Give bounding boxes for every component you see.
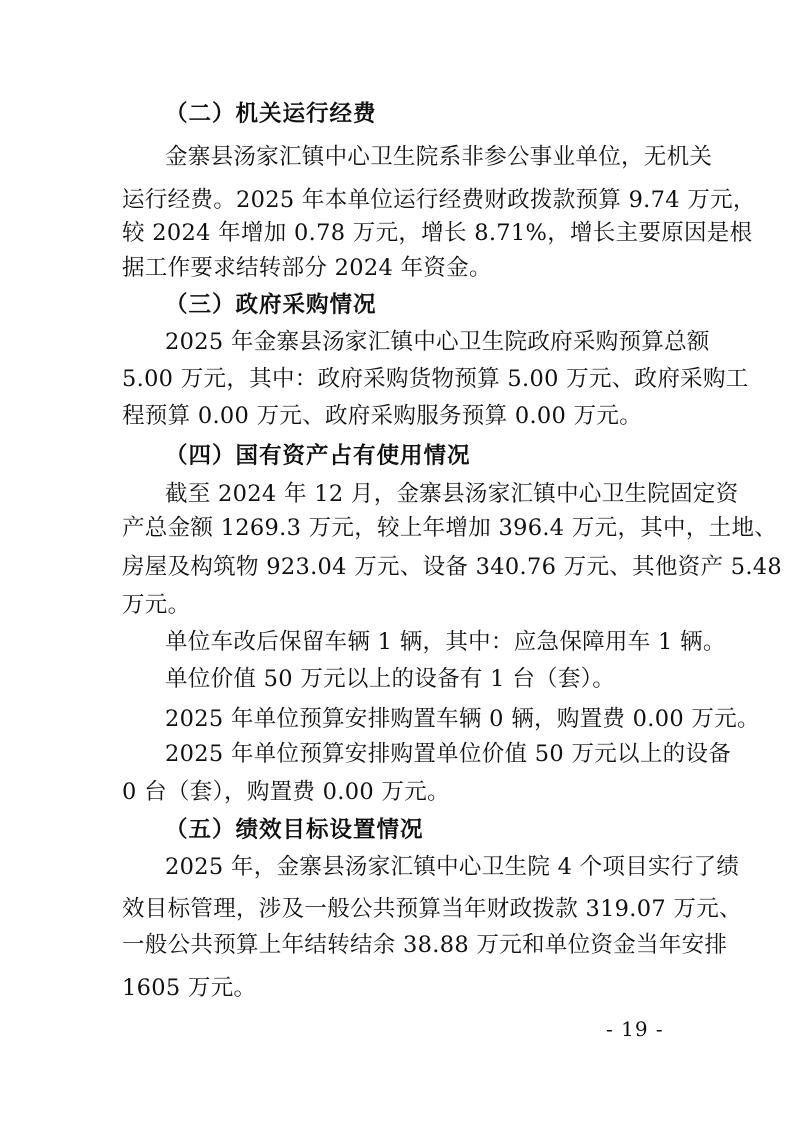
section-heading-3: （三）政府采购情况 (165, 292, 377, 318)
paragraph-line: 1605 万元。 (122, 975, 257, 1001)
paragraph-line: 2025 年单位预算安排购置单位价值 50 万元以上的设备 (165, 741, 732, 767)
paragraph-line: 2025 年单位预算安排购置车辆 0 辆，购置费 0.00 万元。 (165, 706, 760, 732)
paragraph-line: 房屋及构筑物 923.04 万元、设备 340.76 万元、其他资产 5.48 (122, 554, 783, 580)
paragraph-line: 2025 年金寨县汤家汇镇中心卫生院政府采购预算总额 (165, 329, 710, 355)
paragraph-line: 一般公共预算上年结转结余 38.88 万元和单位资金当年安排 (122, 932, 728, 958)
section-heading-5: （五）绩效目标设置情况 (165, 817, 424, 843)
paragraph-line: 金寨县汤家汇镇中心卫生院系非参公事业单位，无机关 (165, 144, 713, 170)
paragraph-line: 产总金额 1269.3 万元，较上年增加 396.4 万元，其中，土地、 (122, 515, 778, 541)
paragraph-line: 单位车改后保留车辆 1 辆，其中：应急保障用车 1 辆。 (165, 629, 726, 655)
paragraph-line: 效目标管理，涉及一般公共预算当年财政拨款 319.07 万元、 (122, 896, 742, 922)
paragraph-line: 单位价值 50 万元以上的设备有 1 台（套）。 (165, 666, 616, 692)
section-heading-2: （二）机关运行经费 (165, 101, 377, 127)
paragraph-line: 程预算 0.00 万元、政府采购服务预算 0.00 万元。 (122, 403, 643, 429)
page-number: - 19 - (606, 1017, 664, 1041)
paragraph-line: 万元。 (122, 592, 191, 618)
paragraph-line: 据工作要求结转部分 2024 年资金。 (122, 255, 492, 281)
paragraph-line: 5.00 万元，其中：政府采购货物预算 5.00 万元、政府采购工 (122, 366, 749, 392)
section-heading-4: （四）国有资产占有使用情况 (165, 443, 471, 469)
paragraph-line: 0 台（套），购置费 0.00 万元。 (122, 779, 450, 805)
paragraph-line: 截至 2024 年 12 月，金寨县汤家汇镇中心卫生院固定资 (165, 481, 739, 507)
paragraph-line: 较 2024 年增加 0.78 万元，增长 8.71%，增长主要原因是根 (122, 220, 753, 246)
paragraph-line: 2025 年，金寨县汤家汇镇中心卫生院 4 个项目实行了绩 (165, 854, 740, 880)
paragraph-line: 运行经费。2025 年本单位运行经费财政拨款预算 9.74 万元， (122, 187, 756, 213)
